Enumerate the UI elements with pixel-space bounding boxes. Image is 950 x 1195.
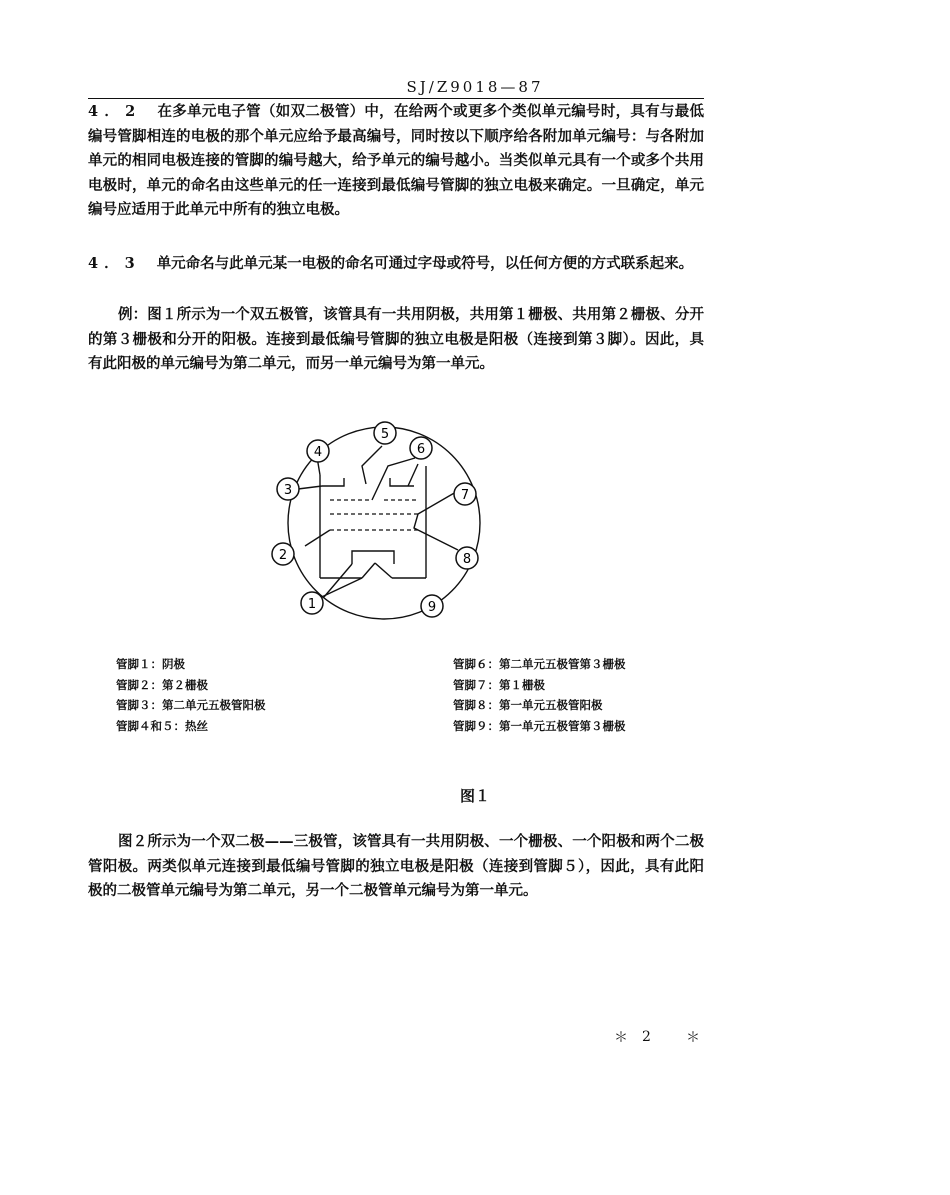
clause-4-3 [88, 252, 704, 277]
example-paragraph: 例：图１所示为一个双五极管，该管具有一共用阴极，共用第１栅极、共用第２栅极、分开的第３栅极和分开的阳极。连接到最低编号管脚的独立电极是阳极（连接到第３脚）。因此，具有此阳极的单元编号为第二单元，而另一单元编号为第一单元。 [88, 306, 704, 373]
pin-legend-item: 管脚７：第１栅极 [453, 677, 545, 692]
figure-2-paragraph: 图２所示为一个双二极——三极管，该管具有一共用阴极、一个栅极、一个阳极和两个二极管阳极。两类似单元连接到最低编号管脚的独立电极是阳极（连接到管脚５），因此，具有此阳极的二极管单元编号为第二单元，另一个二极管单元编号为第一单元。 [88, 833, 704, 900]
pin-3 [277, 478, 299, 500]
document-code-header: SJ/Z9018—87 [406, 78, 544, 96]
svg-text:8: 8 [462, 552, 472, 567]
clause-text: 在多单元电子管（如双二极管）中，在给两个或更多个类似单元编号时，具有与最低编号管脚相连的电极的那个单元应给予最高编号，同时按以下顺序给各附加单元编号：与各附加单元的相同电极连接的管脚的编号越大，给予单元的编号越小。当类似单元具有一个或多个共用电极时，单元的命名由这些单元的任一连接到最低编号管脚的独立电极来确定。一旦确定，单元编号应适用于此单元中所有的独立电极。 [88, 103, 704, 219]
svg-text:6: 6 [416, 442, 426, 457]
pin-2 [272, 543, 294, 565]
pin-legend-item: 管脚８：第一单元五极管阳极 [453, 698, 603, 712]
pin-legend-item: 管脚２：第２栅极 [116, 677, 208, 692]
pin-legend-item: 管脚６：第二单元五极管第３栅极 [453, 657, 626, 671]
svg-text:4: 4 [313, 445, 323, 460]
clause-text: 单元命名与此单元某一电极的命名可通过字母或符号，以任何方便的方式联系起来。 [156, 255, 694, 272]
pin-legend-left [116, 654, 266, 736]
pin-1 [301, 592, 323, 614]
figure-caption: 图１ [459, 787, 490, 805]
svg-text:9: 9 [427, 600, 437, 615]
tube-pin-diagram [268, 418, 498, 628]
clause-number: 4．3 [88, 255, 141, 272]
pin-legend-right [453, 654, 626, 736]
pin-4 [307, 440, 329, 462]
pin-legend-item: 管脚４和５：热丝 [116, 718, 208, 733]
svg-text:7: 7 [460, 488, 470, 503]
pin-legend-item: 管脚９：第一单元五极管第３栅极 [453, 718, 626, 733]
pin-9 [421, 595, 443, 617]
pin-5 [374, 422, 396, 444]
svg-text:1: 1 [307, 597, 317, 612]
svg-text:3: 3 [283, 483, 293, 498]
pin-legend-item: 管脚３：第二单元五极管阳极 [116, 698, 266, 712]
page-star-left: ＊ [614, 1030, 628, 1046]
page-star-right: ＊ [686, 1030, 700, 1046]
svg-text:2: 2 [278, 548, 288, 563]
svg-text:5: 5 [380, 427, 390, 442]
page-number: 2 [642, 1029, 651, 1045]
pin-6 [410, 437, 432, 459]
pin-legend-item: 管脚１：阴极 [116, 657, 185, 671]
clause-4-2 [88, 100, 704, 223]
pin-8 [456, 547, 478, 569]
header-rule [88, 98, 704, 99]
clause-number: 4．2 [88, 103, 142, 120]
pin-7 [454, 483, 476, 505]
